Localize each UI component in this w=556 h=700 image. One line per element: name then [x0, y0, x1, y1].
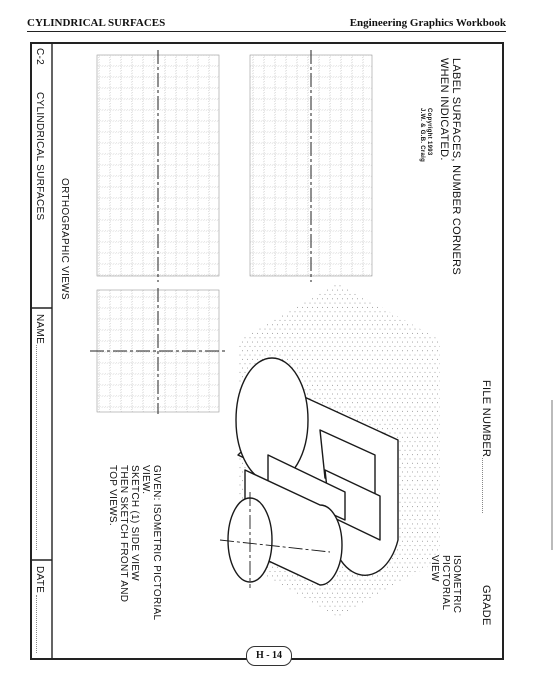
title-block-code: C-2 — [34, 48, 45, 66]
name-field[interactable] — [36, 345, 47, 550]
given-line-4: THEN SKETCH FRONT AND — [118, 465, 129, 603]
instructions-line-1: LABEL SURFACES, NUMBER CORNERS — [450, 58, 462, 276]
copyright-line-1: Copyright 1993 — [426, 108, 432, 156]
isometric-label-line-1: ISOMETRIC — [451, 555, 462, 614]
isometric-label-line-2: PICTORIAL — [440, 555, 451, 611]
page-number: H - 14 — [246, 646, 292, 666]
given-line-5: TOP VIEWS. — [107, 465, 118, 526]
title-block-title: CYLINDRICAL SURFACES — [34, 92, 45, 221]
scrollbar[interactable] — [551, 400, 553, 550]
given-line-2: VIEW. — [140, 465, 151, 495]
instructions-line-2: WHEN INDICATED. — [438, 58, 450, 161]
copyright-line-2: J.W. & G.B. Craig — [419, 108, 425, 163]
given-line-3: SKETCH (1) SIDE VIEW — [129, 465, 140, 582]
file-number-label: FILE NUMBER — [480, 380, 492, 458]
header-book-title: Engineering Graphics Workbook — [349, 17, 506, 29]
header-chapter-title: CYLINDRICAL SURFACES — [27, 17, 166, 29]
name-label: NAME — [34, 314, 45, 345]
date-label: DATE — [34, 566, 45, 594]
given-line-1: GIVEN: ISOMETRIC PICTORIAL — [151, 465, 162, 621]
file-number-field[interactable] — [482, 458, 493, 513]
orthographic-views-label: ORTHOGRAPHIC VIEWS — [59, 178, 70, 300]
isometric-label-line-3: VIEW — [429, 555, 440, 582]
grade-label: GRADE — [480, 585, 492, 626]
date-field[interactable] — [36, 595, 47, 653]
